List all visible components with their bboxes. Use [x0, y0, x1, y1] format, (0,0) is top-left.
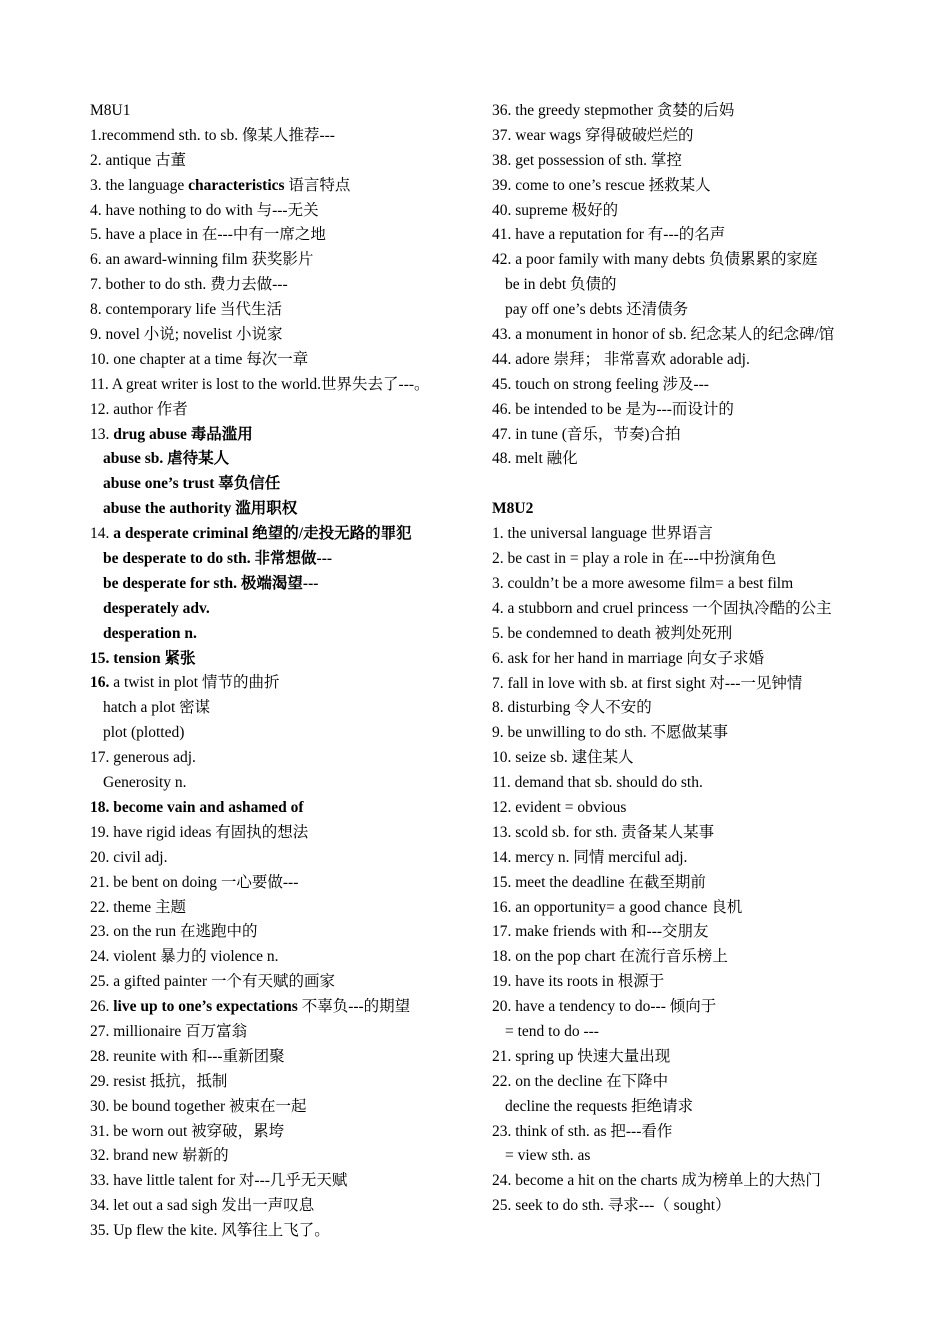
- vocab-line: [90, 248, 470, 273]
- vocab-line: [492, 945, 872, 970]
- vocab-line: [90, 1120, 470, 1145]
- text-segment: 23. on the run 在逃跑中的: [90, 923, 258, 941]
- text-segment: 42. a poor family with many debts 负债累累的家庭: [492, 251, 818, 269]
- text-segment: 31. be worn out 被穿破，累垮: [90, 1122, 285, 1140]
- vocab-line: [90, 1070, 470, 1095]
- text-segment: 13.: [90, 425, 114, 443]
- vocab-line: [90, 721, 470, 746]
- vocab-line: [492, 547, 872, 572]
- text-segment: 25. a gifted painter 一个有天赋的画家: [90, 973, 335, 991]
- text-segment: 7. bother to do sth. 费力去做---: [90, 276, 288, 294]
- vocab-line: [492, 398, 872, 423]
- text-segment: = tend to do ---: [505, 1022, 599, 1040]
- text-segment: 23. think of sth. as 把---看作: [492, 1122, 673, 1140]
- text-segment: 19. have its roots in 根源于: [492, 973, 665, 991]
- text-segment: 45. touch on strong feeling 涉及---: [492, 375, 709, 393]
- bold-text: drug abuse 毒品滥用: [113, 425, 253, 443]
- vocab-line: [492, 298, 872, 323]
- text-segment: be in debt 负债的: [505, 276, 617, 294]
- vocab-line: [492, 821, 872, 846]
- vocab-line: [90, 970, 470, 995]
- vocab-line: [90, 522, 470, 547]
- vocab-line: [492, 124, 872, 149]
- left-column: [90, 99, 470, 1244]
- text-segment: 33. have little talent for 对---几乎无天赋: [90, 1172, 348, 1190]
- text-segment: 15. meet the deadline 在截至期前: [492, 873, 706, 891]
- vocab-line: [492, 199, 872, 224]
- text-segment: 1. the universal language 世界语言: [492, 525, 713, 543]
- text-segment: 2. antique 古董: [90, 151, 186, 169]
- vocab-line: [90, 1169, 470, 1194]
- text-segment: Generosity n.: [103, 774, 187, 792]
- vocab-line: [492, 871, 872, 896]
- text-segment: = view sth. as: [505, 1147, 591, 1165]
- vocab-line: [90, 920, 470, 945]
- vocab-line: [492, 522, 872, 547]
- vocab-line: [90, 771, 470, 796]
- vocab-line: [90, 323, 470, 348]
- vocab-line: [492, 746, 872, 771]
- bold-text: abuse one’s trust 辜负信任: [103, 475, 281, 493]
- vocab-line: [90, 174, 470, 199]
- text-segment: 22. on the decline 在下降中: [492, 1072, 669, 1090]
- text-segment: 36. the greedy stepmother 贪婪的后妈: [492, 102, 735, 119]
- vocab-line: [492, 99, 872, 124]
- text-segment: 39. come to one’s rescue 拯救某人: [492, 176, 711, 194]
- vocab-line: [492, 771, 872, 796]
- text-segment: 27. millionaire 百万富翁: [90, 1022, 248, 1040]
- text-segment: 37. wear wags 穿得破破烂烂的: [492, 126, 694, 144]
- text-segment: decline the requests 拒绝请求: [505, 1097, 694, 1115]
- vocab-line: [492, 497, 872, 522]
- vocab-line: [90, 1020, 470, 1045]
- text-segment: 44. adore 崇拜； 非常喜欢 adorable adj.: [492, 350, 750, 368]
- vocab-line: [90, 1144, 470, 1169]
- vocab-line: [90, 896, 470, 921]
- vocab-line: [492, 1020, 872, 1045]
- text-segment: 28. reunite with 和---重新团聚: [90, 1047, 285, 1065]
- vocab-line: [90, 846, 470, 871]
- bold-text: 15. tension 紧张: [90, 649, 196, 667]
- vocab-line: [492, 846, 872, 871]
- text-segment: 9. novel 小说; novelist 小说家: [90, 326, 283, 344]
- vocab-line: [90, 99, 470, 124]
- text-segment: plot (plotted): [103, 724, 185, 742]
- vocab-line: [90, 1194, 470, 1219]
- vocab-line: [492, 696, 872, 721]
- vocab-line: [492, 970, 872, 995]
- text-segment: 12. evident = obvious: [492, 798, 627, 816]
- text-segment: 语言特点: [284, 176, 351, 194]
- text-segment: 5. be condemned to death 被判处死刑: [492, 624, 733, 642]
- vocab-line: [90, 398, 470, 423]
- vocab-line: [90, 671, 470, 696]
- vocab-line: [90, 199, 470, 224]
- vocab-line: [492, 1095, 872, 1120]
- text-segment: 4. a stubborn and cruel princess 一个固执冷酷的公主: [492, 599, 832, 617]
- text-segment: 16. an opportunity= a good chance 良机: [492, 898, 743, 916]
- text-segment: 6. ask for her hand in marriage 向女子求婚: [492, 649, 765, 667]
- text-segment: 47. in tune (音乐，节奏)合拍: [492, 425, 681, 443]
- vocab-line: [492, 1120, 872, 1145]
- vocab-line: [90, 1219, 470, 1244]
- bold-text: desperately adv.: [103, 599, 210, 617]
- vocab-line: [492, 223, 872, 248]
- text-segment: 11. A great writer is lost to the world.世界失去了---。: [90, 375, 430, 393]
- vocab-line: [90, 572, 470, 597]
- vocab-line: [492, 323, 872, 348]
- vocab-line: [492, 672, 872, 697]
- vocab-line: [492, 373, 872, 398]
- vocab-line: [90, 447, 470, 472]
- text-segment: 17. generous adj.: [90, 749, 196, 767]
- vocab-line: [90, 1045, 470, 1070]
- vocab-line: [90, 149, 470, 174]
- vocab-line: [90, 472, 470, 497]
- vocab-line: [492, 995, 872, 1020]
- text-segment: 30. be bound together 被束在一起: [90, 1097, 307, 1115]
- text-segment: 17. make friends with 和---交朋友: [492, 923, 709, 941]
- text-segment: 不辜负---的期望: [297, 998, 411, 1016]
- text-segment: 7. fall in love with sb. at first sight 对---一见钟情: [492, 674, 803, 692]
- text-segment: 22. theme 主题: [90, 898, 186, 916]
- text-segment: 4. have nothing to do with 与---无关: [90, 201, 319, 219]
- bold-text: abuse the authority 滥用职权: [103, 500, 298, 518]
- bold-text: M8U2: [492, 500, 534, 518]
- vocab-line: [90, 647, 470, 672]
- vocab-line: [90, 273, 470, 298]
- vocab-line: [90, 497, 470, 522]
- text-segment: 6. an award-winning film 获奖影片: [90, 251, 314, 269]
- text-segment: 25. seek to do sth. 寻求---（ sought）: [492, 1197, 731, 1215]
- text-segment: 12. author 作者: [90, 400, 188, 418]
- text-segment: 40. supreme 极好的: [492, 201, 619, 219]
- vocab-line: [492, 174, 872, 199]
- text-segment: 24. violent 暴力的 violence n.: [90, 948, 279, 966]
- vocab-line: [90, 945, 470, 970]
- vocab-line: [90, 622, 470, 647]
- vocab-line: [492, 920, 872, 945]
- text-segment: 10. one chapter at a time 每次一章: [90, 350, 309, 368]
- vocab-line: [492, 1144, 872, 1169]
- vocab-line: [90, 124, 470, 149]
- vocab-line: [492, 423, 872, 448]
- vocab-line: [492, 248, 872, 273]
- text-segment: 11. demand that sb. should do sth.: [492, 774, 703, 792]
- bold-text: live up to one’s expectations: [113, 998, 298, 1016]
- vocab-line: [492, 647, 872, 672]
- vocab-line: [492, 572, 872, 597]
- text-segment: 48. melt 融化: [492, 450, 578, 468]
- text-segment: 34. let out a sad sigh 发出一声叹息: [90, 1197, 315, 1215]
- vocab-line: [90, 871, 470, 896]
- text-segment: 13. scold sb. for sth. 责备某人某事: [492, 823, 715, 841]
- vocab-line: [492, 896, 872, 921]
- text-segment: 19. have rigid ideas 有固执的想法: [90, 823, 309, 841]
- vocab-line: [492, 1045, 872, 1070]
- text-segment: 46. be intended to be 是为---而设计的: [492, 400, 734, 418]
- vocab-line: [90, 796, 470, 821]
- text-segment: 20. civil adj.: [90, 848, 168, 866]
- bold-text: be desperate to do sth. 非常想做---: [103, 550, 333, 568]
- text-segment: 14.: [90, 525, 114, 543]
- text-segment: 21. be bent on doing 一心要做---: [90, 873, 299, 891]
- vocab-line: [90, 423, 470, 448]
- text-segment: 41. have a reputation for 有---的名声: [492, 226, 726, 244]
- text-segment: a twist in plot 情节的曲折: [109, 674, 280, 692]
- vocab-line: [492, 1169, 872, 1194]
- text-segment: 43. a monument in honor of sb. 纪念某人的纪念碑/馆: [492, 326, 835, 344]
- text-segment: 14. mercy n. 同情 merciful adj.: [492, 848, 688, 866]
- vocab-line: [90, 223, 470, 248]
- vocab-line: [492, 1194, 872, 1219]
- vocab-line: [90, 746, 470, 771]
- bold-text: 18. become vain and ashamed of: [90, 798, 304, 816]
- text-segment: 5. have a place in 在---中有一席之地: [90, 226, 326, 244]
- text-segment: 35. Up flew the kite. 风筝往上飞了。: [90, 1222, 330, 1240]
- vocab-line: [492, 447, 872, 472]
- vocab-line: [90, 995, 470, 1020]
- vocab-line: [492, 273, 872, 298]
- text-segment: 38. get possession of sth. 掌控: [492, 151, 682, 169]
- text-segment: pay off one’s debts 还清债务: [505, 301, 689, 319]
- vocab-line: [90, 298, 470, 323]
- text-segment: 8. contemporary life 当代生活: [90, 301, 282, 319]
- vocab-line: [492, 1070, 872, 1095]
- right-column: [492, 99, 872, 1219]
- text-segment: 2. be cast in = play a role in 在---中扮演角色: [492, 550, 777, 568]
- bold-text: characteristics: [188, 176, 285, 194]
- vocab-line: [90, 348, 470, 373]
- vocab-line: [90, 821, 470, 846]
- bold-text: 16.: [90, 674, 110, 692]
- text-segment: 10. seize sb. 逮住某人: [492, 749, 634, 767]
- vocab-line: [90, 1095, 470, 1120]
- text-segment: 8. disturbing 令人不安的: [492, 699, 652, 717]
- text-segment: M8U1: [90, 102, 131, 119]
- text-segment: 32. brand new 崭新的: [90, 1147, 229, 1165]
- vocab-line: [90, 373, 470, 398]
- vocab-line: [90, 597, 470, 622]
- vocab-line: [492, 348, 872, 373]
- text-segment: 3. the language: [90, 176, 189, 194]
- bold-text: desperation n.: [103, 624, 197, 642]
- text-segment: 3. couldn’t be a more awesome film= a best film: [492, 574, 794, 592]
- vocab-line: [492, 472, 872, 497]
- vocab-line: [90, 547, 470, 572]
- text-segment: 24. become a hit on the charts 成为榜单上的大热门: [492, 1172, 821, 1190]
- bold-text: abuse sb. 虐待某人: [103, 450, 230, 468]
- text-segment: 1.recommend sth. to sb. 像某人推荐---: [90, 126, 335, 144]
- text-segment: 9. be unwilling to do sth. 不愿做某事: [492, 724, 728, 742]
- bold-text: be desperate for sth. 极端渴望---: [103, 574, 319, 592]
- vocab-line: [90, 696, 470, 721]
- vocab-line: [492, 796, 872, 821]
- text-segment: 21. spring up 快速大量出现: [492, 1047, 671, 1065]
- vocab-line: [492, 622, 872, 647]
- text-segment: hatch a plot 密谋: [103, 699, 211, 717]
- vocab-line: [492, 597, 872, 622]
- vocab-line: [492, 149, 872, 174]
- text-segment: 18. on the pop chart 在流行音乐榜上: [492, 948, 728, 966]
- bold-text: a desperate criminal 绝望的/走投无路的罪犯: [113, 525, 412, 543]
- text-segment: 29. resist 抵抗，抵制: [90, 1072, 228, 1090]
- text-segment: 26.: [90, 998, 114, 1016]
- text-segment: 20. have a tendency to do--- 倾向于: [492, 998, 717, 1016]
- vocab-line: [492, 721, 872, 746]
